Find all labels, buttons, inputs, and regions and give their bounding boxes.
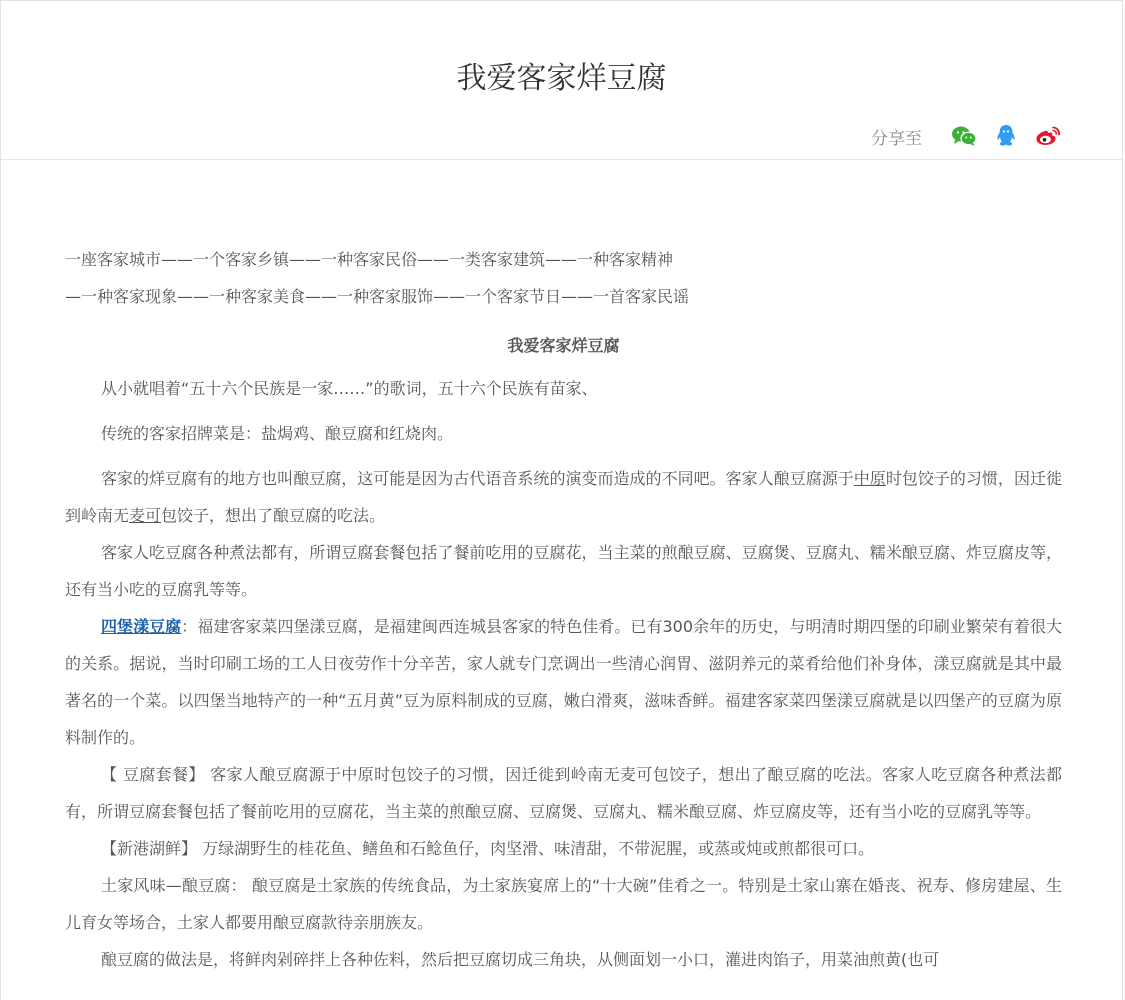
weibo-icon bbox=[1035, 125, 1061, 147]
article-header bbox=[1, 1, 1122, 160]
paragraph: 酿豆腐的做法是，将鲜肉剁碎拌上各种佐料，然后把豆腐切成三角块，从侧面划一小口，灌进肉馅子，用菜油煎黄(也可 bbox=[101, 950, 940, 969]
paragraph-text: 包饺子，想出了酿豆腐的吃法。 bbox=[161, 506, 386, 525]
qq-share-button[interactable] bbox=[992, 122, 1020, 150]
share-label: 分享至 bbox=[871, 128, 922, 149]
article-heading: 我爱客家烊豆腐 bbox=[507, 336, 620, 355]
paragraph: 从小就唱着“五十六个民族是一家……”的歌词，五十六个民族有苗家、 bbox=[101, 379, 598, 398]
intro-line: 一座客家城市——一个客家乡镇——一种客家民俗——一类客家建筑——一种客家精神 bbox=[65, 250, 674, 269]
paragraph: 【新港湖鲜】 万绿湖野生的桂花鱼、鳝鱼和石鲶鱼仔，肉坚滑、味清甜，不带泥腥，或蒸或炖或煎都很可口。 bbox=[101, 839, 875, 858]
wechat-icon bbox=[951, 125, 977, 147]
share-bar bbox=[871, 122, 1062, 150]
sibao-tofu-link[interactable]: 四堡漾豆腐 bbox=[101, 617, 182, 636]
maike-link[interactable]: 麦可 bbox=[129, 506, 162, 525]
intro-paragraph bbox=[65, 241, 1062, 315]
paragraph: 客家人吃豆腐各种煮法都有，所谓豆腐套餐包括了餐前吃用的豆腐花，当主菜的煎酿豆腐、豆腐煲、豆腐丸、糯米酿豆腐、炸豆腐皮等，还有当小吃的豆腐乳等等。 bbox=[65, 543, 1062, 599]
weibo-share-button[interactable] bbox=[1034, 122, 1062, 150]
zhongyuan-link[interactable]: 中原 bbox=[853, 469, 886, 488]
paragraph: 土家风味—酿豆腐： 酿豆腐是土家族的传统食品，为土家族宴席上的“十大碗”佳肴之一。特别是土家山寨在婚丧、祝寿、修房建屋、生儿育女等场合，土家人都要用酿豆腐款待亲朋族友。 bbox=[65, 876, 1062, 932]
paragraph: 【 豆腐套餐】 客家人酿豆腐源于中原时包饺子的习惯，因迁徙到岭南无麦可包饺子，想出了酿豆腐的吃法。客家人吃豆腐各种煮法都有，所谓豆腐套餐包括了餐前吃用的豆腐花，当主菜的煎酿豆腐、豆腐煲、豆腐丸、糯米酿豆腐、炸豆腐皮等，还有当小吃的豆腐乳等等。 bbox=[65, 765, 1062, 821]
paragraph: 传统的客家招牌菜是：盐焗鸡、酿豆腐和红烧肉。 bbox=[101, 424, 454, 443]
paragraph bbox=[65, 460, 1062, 534]
paragraph-text: ：福建客家菜四堡漾豆腐，是福建闽西连城县客家的特色佳肴。已有300余年的历史，与明清时期四堡的印刷业繁荣有着很大的关系。据说，当时印刷工场的工人日夜劳作十分辛苦，家人就专门烹调出一些清心润胃、滋阴养元的菜肴给他们补身体，漾豆腐就是其中最著名的一个菜。以四堡当地特产的一种“五月黄”豆为原料制成的豆腐，嫩白滑爽，滋味香鲜。福建客家菜四堡漾豆腐就是以四堡产的豆腐为原料制作的。 bbox=[65, 617, 1062, 747]
paragraph bbox=[65, 608, 1062, 756]
paragraph-text: 客家的烊豆腐有的地方也叫酿豆腐，这可能是因为古代语音系统的演变而造成的不同吧。客家人酿豆腐源于 bbox=[101, 469, 854, 488]
qq-icon bbox=[995, 124, 1017, 148]
intro-line: —一种客家现象——一种客家美食——一种客家服饰——一个客家节日——一首客家民谣 bbox=[65, 287, 690, 306]
wechat-share-button[interactable] bbox=[950, 122, 978, 150]
article-body bbox=[65, 241, 1062, 978]
page-title: 我爱客家烊豆腐 bbox=[456, 61, 667, 96]
paragraph-text: 时包饺子的习惯，因迁徙到岭南无 bbox=[65, 469, 1062, 525]
